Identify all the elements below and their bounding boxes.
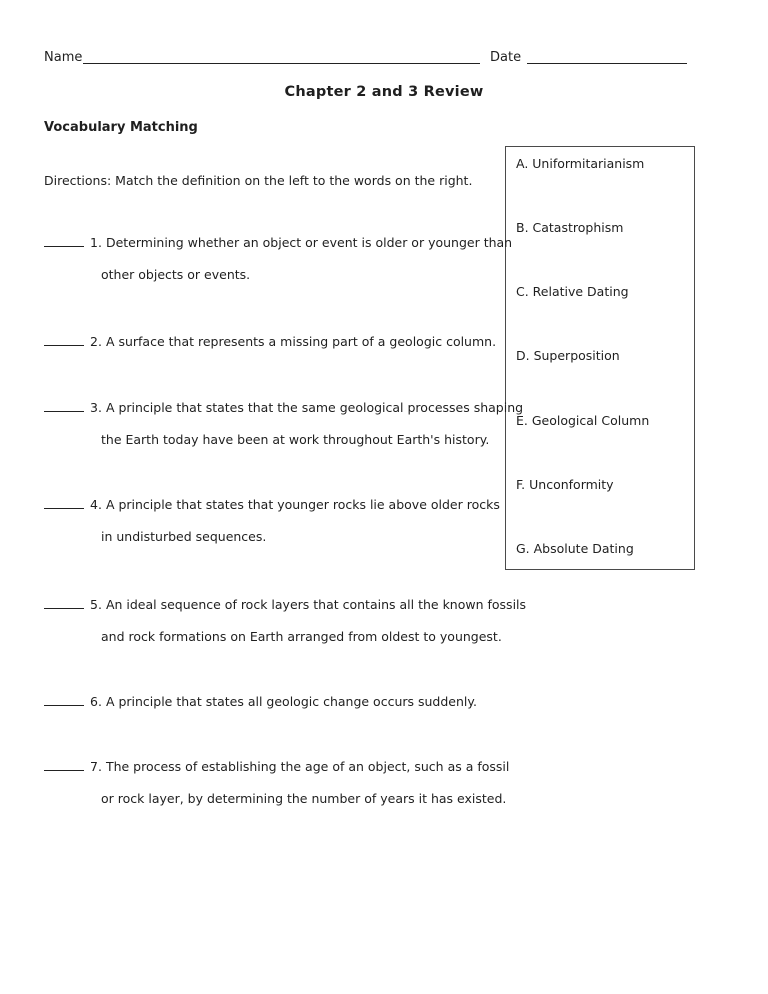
section-heading: Vocabulary Matching bbox=[44, 120, 198, 135]
answer-blank-1 bbox=[44, 235, 84, 247]
date-label: Date bbox=[490, 50, 522, 65]
question-number: 1. bbox=[90, 235, 102, 250]
question-5 bbox=[44, 596, 526, 645]
question-6 bbox=[44, 693, 477, 710]
question-text: A principle that states that the same geological processes shaping bbox=[105, 400, 524, 415]
word-bank-item-a: A. Uniformitarianism bbox=[516, 156, 645, 171]
question-2 bbox=[44, 333, 496, 350]
word-bank-item-b: B. Catastrophism bbox=[516, 220, 624, 236]
name-label: Name bbox=[44, 50, 83, 65]
answer-blank-2 bbox=[44, 334, 84, 346]
question-text: A principle that states that younger rocks lie above older rocks bbox=[105, 497, 500, 512]
page-title: Chapter 2 and 3 Review bbox=[284, 84, 484, 100]
question-text-continued: or rock layer, by determining the number of years it has existed. bbox=[101, 791, 507, 806]
question-1 bbox=[44, 234, 512, 283]
question-number: 3. bbox=[90, 400, 102, 415]
question-3 bbox=[44, 399, 523, 448]
question-text: An ideal sequence of rock layers that contains all the known fossils bbox=[105, 597, 527, 612]
word-bank-item-c: C. Relative Dating bbox=[516, 284, 629, 300]
word-bank bbox=[505, 146, 695, 570]
question-text: The process of establishing the age of an object, such as a fossil bbox=[105, 759, 510, 774]
question-number: 2. bbox=[90, 334, 102, 349]
answer-blank-4 bbox=[44, 497, 84, 509]
question-7 bbox=[44, 758, 509, 807]
question-text: A principle that states all geologic change occurs suddenly. bbox=[105, 694, 477, 709]
answer-blank-6 bbox=[44, 694, 84, 706]
question-4 bbox=[44, 496, 500, 545]
answer-blank-5 bbox=[44, 597, 84, 609]
directions-text: Directions: Match the definition on the left to the words on the right. bbox=[44, 173, 473, 188]
question-number: 4. bbox=[90, 497, 102, 512]
question-text-continued: and rock formations on Earth arranged from oldest to youngest. bbox=[101, 629, 502, 644]
question-number: 5. bbox=[90, 597, 102, 612]
question-number: 7. bbox=[90, 759, 102, 774]
word-bank-item-e: E. Geological Column bbox=[516, 412, 650, 428]
word-bank-item-d: D. Superposition bbox=[516, 348, 620, 364]
question-number: 6. bbox=[90, 694, 102, 709]
question-text: Determining whether an object or event is older or younger than bbox=[105, 235, 513, 250]
name-line bbox=[83, 63, 480, 64]
question-text-continued: the Earth today have been at work throughout Earth's history. bbox=[101, 432, 490, 447]
word-bank-item-g: G. Absolute Dating bbox=[516, 540, 634, 556]
word-bank-item-f: F. Unconformity bbox=[516, 476, 614, 492]
question-text-continued: in undisturbed sequences. bbox=[101, 529, 267, 544]
answer-blank-7 bbox=[44, 759, 84, 771]
question-text-continued: other objects or events. bbox=[101, 267, 251, 282]
question-text: A surface that represents a missing part of a geologic column. bbox=[105, 334, 497, 349]
date-line bbox=[527, 63, 687, 64]
answer-blank-3 bbox=[44, 400, 84, 412]
